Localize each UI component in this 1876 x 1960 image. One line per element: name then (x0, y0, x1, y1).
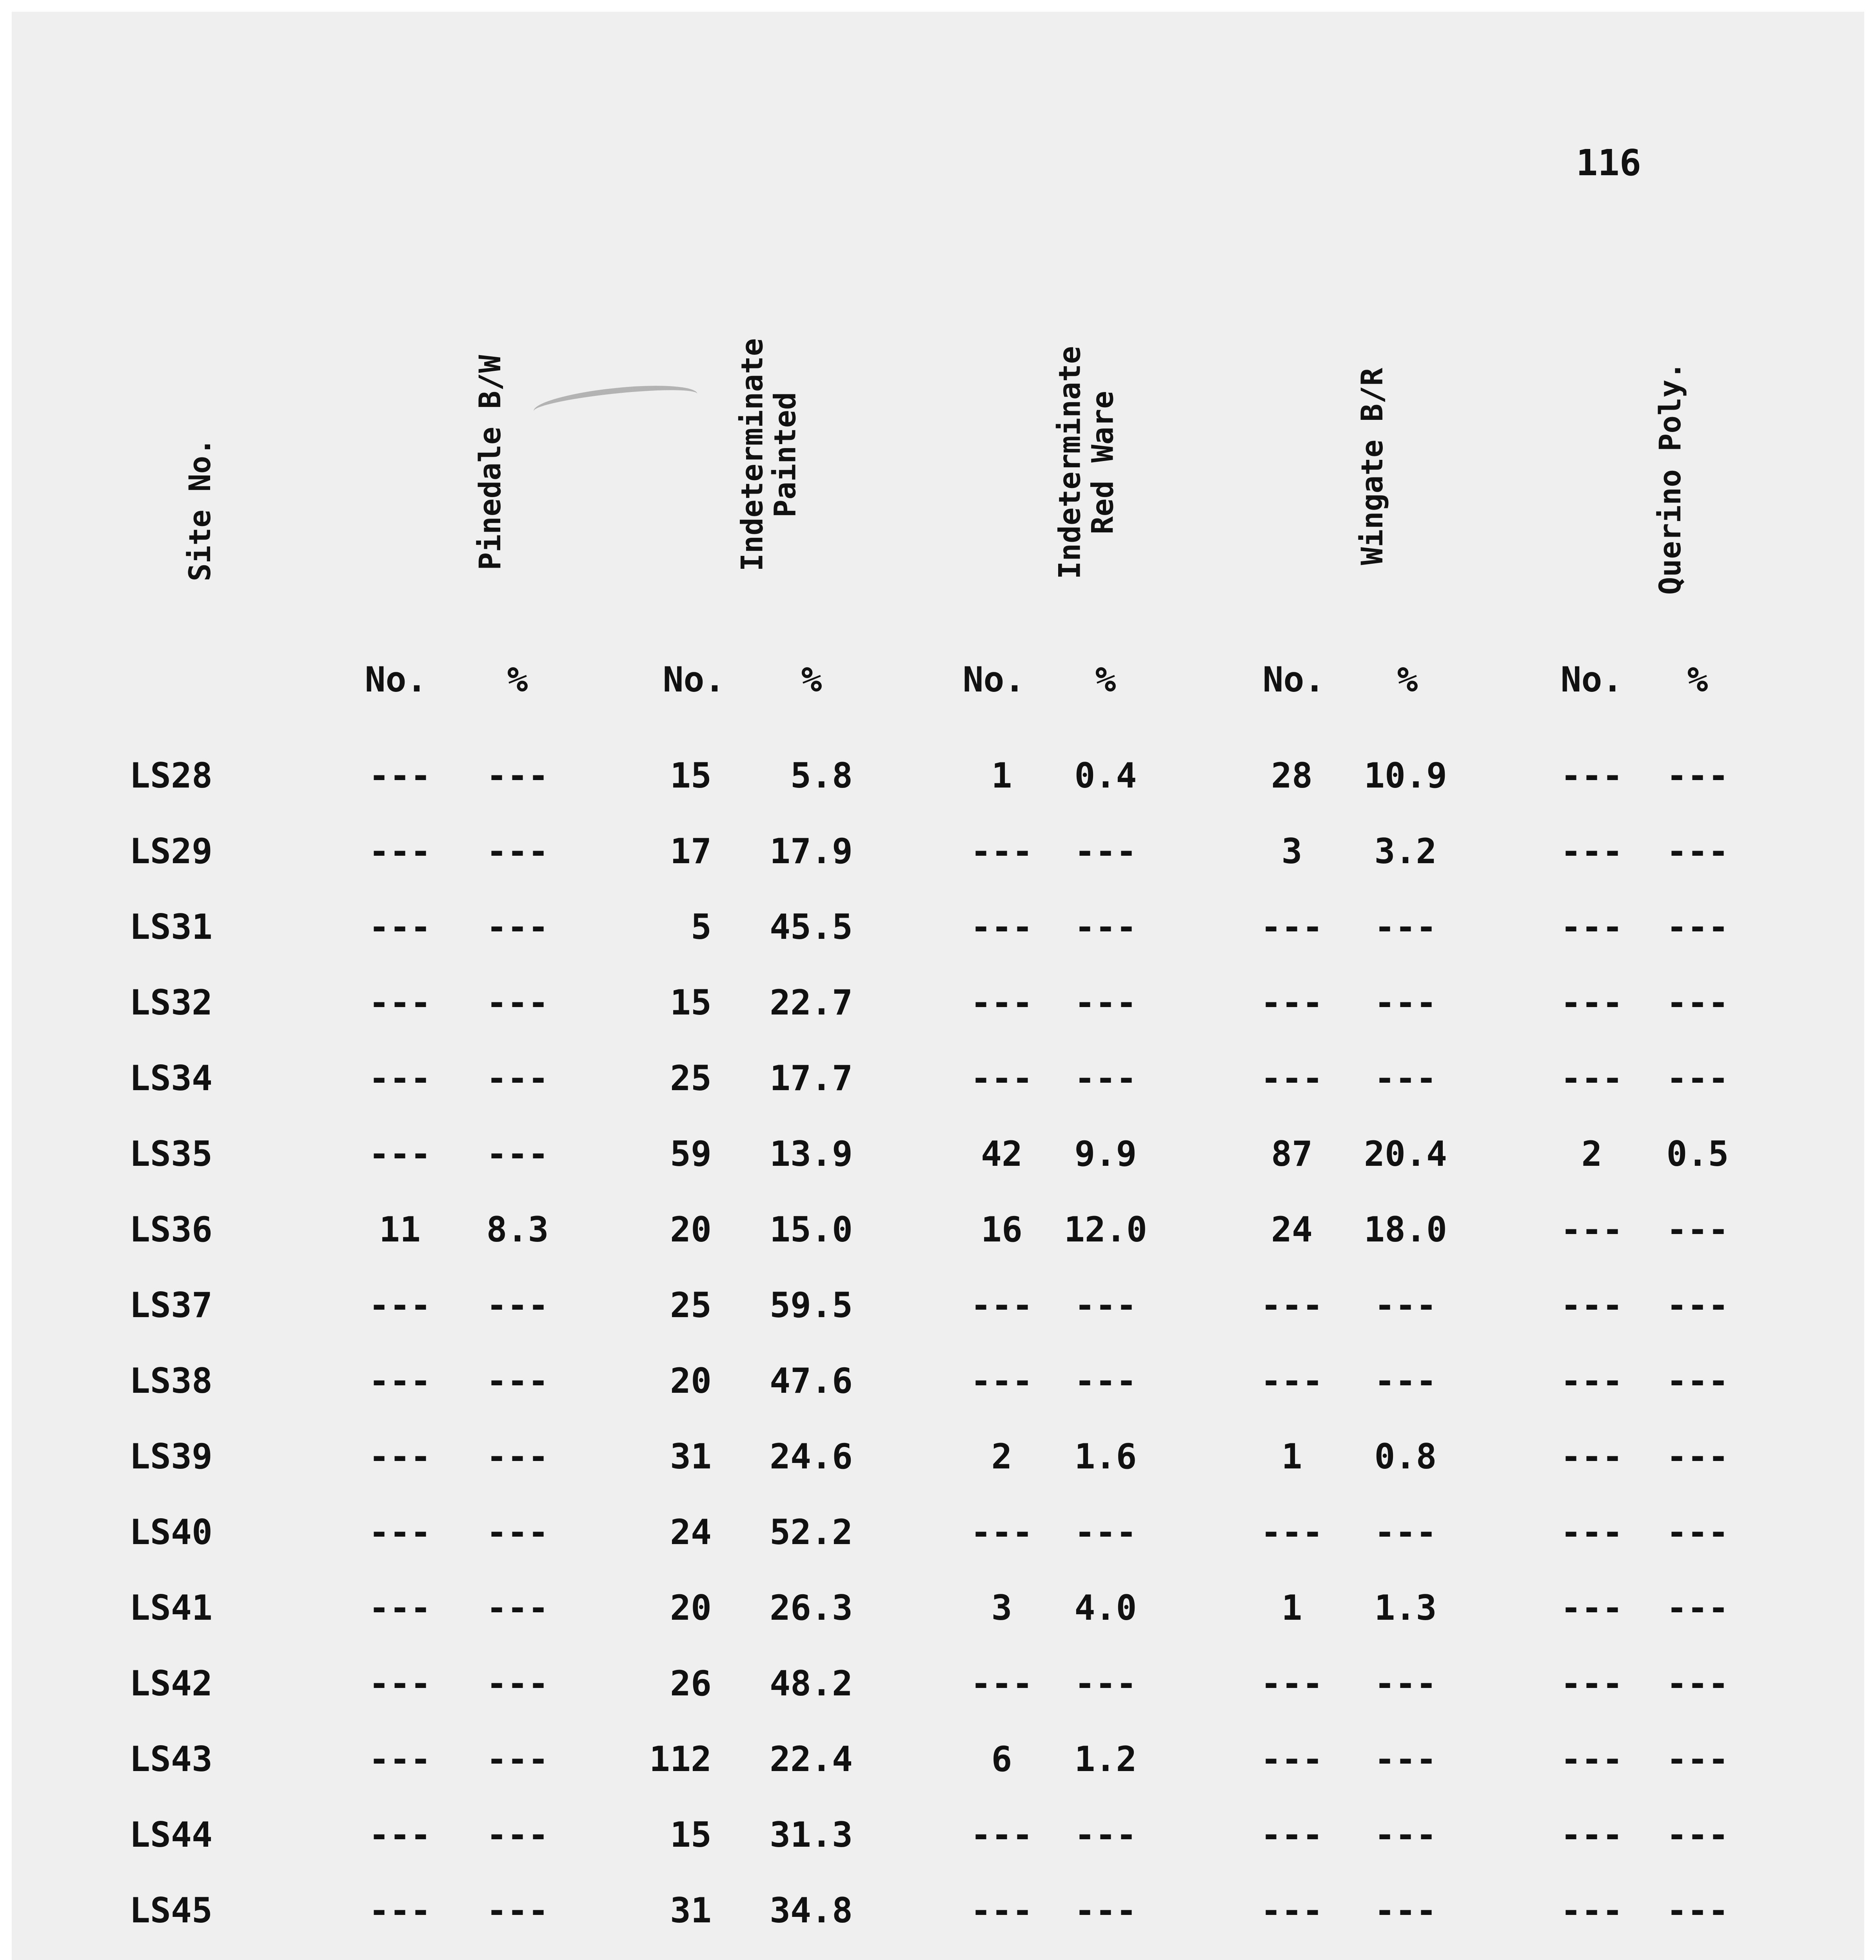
site-number-cell: LS40 (129, 1512, 212, 1552)
table-row (12, 982, 1864, 1029)
count-cell: 15 (670, 1815, 712, 1855)
percent-cell: --- (1074, 1815, 1137, 1855)
count-cell: --- (369, 907, 431, 947)
percent-cell: 20.4 (1364, 1134, 1447, 1174)
site-number-cell: LS44 (129, 1815, 212, 1855)
percent-cell: 1.6 (1074, 1436, 1137, 1477)
percent-cell: 22.7 (770, 982, 853, 1023)
count-cell: --- (1560, 831, 1623, 871)
percent-cell: 48.2 (770, 1663, 853, 1704)
site-number-cell: LS34 (129, 1058, 212, 1098)
count-cell: --- (369, 1739, 431, 1779)
count-cell: 20 (670, 1361, 712, 1401)
percent-cell: 12.0 (1064, 1209, 1147, 1250)
table-row (12, 1890, 1864, 1936)
site-number-cell: LS41 (129, 1588, 212, 1628)
percent-cell: --- (1074, 907, 1137, 947)
percent-cell: --- (1666, 831, 1729, 871)
percent-cell: 52.2 (770, 1512, 853, 1552)
percent-cell: --- (486, 1815, 549, 1855)
count-cell: --- (1260, 907, 1323, 947)
percent-cell: --- (1666, 1436, 1729, 1477)
header-querino: Querino Poly. (1653, 361, 1688, 595)
subheader-pct: % (1687, 659, 1708, 700)
percent-cell: --- (1666, 1512, 1729, 1552)
site-number-cell: LS28 (129, 755, 212, 796)
count-cell: --- (369, 982, 431, 1023)
count-cell: --- (970, 1512, 1033, 1552)
percent-cell: --- (1374, 1890, 1437, 1931)
percent-cell: 3.2 (1374, 831, 1437, 871)
count-cell: --- (1560, 755, 1623, 796)
count-cell: --- (1260, 1739, 1323, 1779)
count-cell: --- (1560, 907, 1623, 947)
percent-cell: --- (486, 1285, 549, 1325)
count-cell: --- (1260, 1663, 1323, 1704)
count-cell: --- (369, 1361, 431, 1401)
subheader-pct: % (1397, 659, 1418, 700)
percent-cell: --- (486, 1890, 549, 1931)
table-row (12, 1663, 1864, 1710)
percent-cell: 59.5 (770, 1285, 853, 1325)
count-cell: 28 (1271, 755, 1313, 796)
count-cell: --- (1560, 1512, 1623, 1552)
percent-cell: 1.2 (1074, 1739, 1137, 1779)
count-cell: --- (369, 1058, 431, 1098)
percent-cell: --- (486, 1739, 549, 1779)
percent-cell: --- (486, 1361, 549, 1401)
percent-cell: 24.6 (770, 1436, 853, 1477)
site-number-cell: LS29 (129, 831, 212, 871)
count-cell: --- (369, 1815, 431, 1855)
subheader-no: No. (1262, 659, 1325, 700)
count-cell: --- (1560, 1739, 1623, 1779)
table-row (12, 1588, 1864, 1634)
header-wingate: Wingate B/R (1355, 368, 1390, 565)
percent-cell: 47.6 (770, 1361, 853, 1401)
subheader-no: No. (365, 659, 427, 700)
count-cell: --- (1560, 1436, 1623, 1477)
count-cell: --- (1560, 1890, 1623, 1931)
percent-cell: --- (1666, 1588, 1729, 1628)
percent-cell: --- (1374, 1058, 1437, 1098)
count-cell: --- (369, 755, 431, 796)
count-cell: --- (1260, 982, 1323, 1023)
percent-cell: --- (1074, 1512, 1137, 1552)
percent-cell: --- (486, 831, 549, 871)
percent-cell: --- (1374, 1663, 1437, 1704)
document-page (12, 12, 1864, 1960)
percent-cell: --- (1374, 1815, 1437, 1855)
percent-cell: --- (486, 1436, 549, 1477)
percent-cell: --- (486, 907, 549, 947)
table-row (12, 1058, 1864, 1104)
count-cell: 25 (670, 1058, 712, 1098)
count-cell: --- (970, 1361, 1033, 1401)
count-cell: --- (1260, 1890, 1323, 1931)
count-cell: 11 (379, 1209, 421, 1250)
percent-cell: --- (1374, 907, 1437, 947)
count-cell: --- (1560, 1058, 1623, 1098)
count-cell: --- (970, 1285, 1033, 1325)
percent-cell: --- (486, 982, 549, 1023)
percent-cell: 0.4 (1074, 755, 1137, 796)
percent-cell: --- (1666, 755, 1729, 796)
count-cell: --- (369, 1512, 431, 1552)
count-cell: 17 (670, 831, 712, 871)
site-number-cell: LS31 (129, 907, 212, 947)
header-pinedale: Pinedale B/W (472, 355, 508, 570)
count-cell: --- (970, 1058, 1033, 1098)
count-cell: 31 (670, 1436, 712, 1477)
percent-cell: --- (1074, 982, 1137, 1023)
count-cell: --- (1260, 1512, 1323, 1552)
percent-cell: --- (1074, 1285, 1137, 1325)
header-site-no: Site No. (182, 437, 218, 582)
count-cell: --- (1260, 1058, 1323, 1098)
percent-cell: 8.3 (486, 1209, 549, 1250)
count-cell: 31 (670, 1890, 712, 1931)
percent-cell: --- (1666, 1663, 1729, 1704)
count-cell: 59 (670, 1134, 712, 1174)
count-cell: 5 (691, 907, 712, 947)
table-row (12, 1285, 1864, 1331)
count-cell: --- (970, 1815, 1033, 1855)
percent-cell: 26.3 (770, 1588, 853, 1628)
count-cell: --- (1260, 1285, 1323, 1325)
count-cell: --- (1560, 1209, 1623, 1250)
subheader-no: No. (663, 659, 725, 700)
table-row (12, 755, 1864, 802)
table-row (12, 1815, 1864, 1861)
site-number-cell: LS39 (129, 1436, 212, 1477)
percent-cell: 17.7 (770, 1058, 853, 1098)
count-cell: --- (369, 1134, 431, 1174)
subheader-pct: % (1095, 659, 1116, 700)
count-cell: 26 (670, 1663, 712, 1704)
count-cell: 42 (981, 1134, 1022, 1174)
count-cell: --- (369, 1588, 431, 1628)
percent-cell: 5.8 (790, 755, 853, 796)
percent-cell: --- (486, 1512, 549, 1552)
count-cell: --- (1260, 1361, 1323, 1401)
header-indeterminate-painted: Indeterminate Painted (734, 338, 802, 572)
percent-cell: --- (1666, 1739, 1729, 1779)
count-cell: --- (1560, 1815, 1623, 1855)
count-cell: --- (970, 907, 1033, 947)
table-row (12, 1361, 1864, 1407)
percent-cell: 9.9 (1074, 1134, 1137, 1174)
count-cell: 15 (670, 755, 712, 796)
count-cell: 87 (1271, 1134, 1313, 1174)
count-cell: --- (1560, 982, 1623, 1023)
percent-cell: 18.0 (1364, 1209, 1447, 1250)
percent-cell: --- (1666, 1209, 1729, 1250)
count-cell: 2 (991, 1436, 1012, 1477)
count-cell: --- (1560, 1285, 1623, 1325)
table-row (12, 1739, 1864, 1785)
count-cell: 20 (670, 1209, 712, 1250)
subheader-no: No. (963, 659, 1025, 700)
count-cell: 1 (1281, 1436, 1302, 1477)
percent-cell: --- (1074, 1663, 1137, 1704)
percent-cell: --- (1666, 1361, 1729, 1401)
percent-cell: --- (1666, 907, 1729, 947)
count-cell: 16 (981, 1209, 1022, 1250)
subheader-no: No. (1560, 659, 1623, 700)
count-cell: 24 (670, 1512, 712, 1552)
subheader-row (12, 659, 1864, 710)
count-cell: 6 (991, 1739, 1012, 1779)
count-cell: --- (1560, 1361, 1623, 1401)
percent-cell: --- (1374, 1512, 1437, 1552)
site-number-cell: LS43 (129, 1739, 212, 1779)
percent-cell: --- (1374, 1739, 1437, 1779)
site-number-cell: LS45 (129, 1890, 212, 1931)
count-cell: --- (1560, 1588, 1623, 1628)
site-number-cell: LS36 (129, 1209, 212, 1250)
count-cell: 20 (670, 1588, 712, 1628)
percent-cell: 4.0 (1074, 1588, 1137, 1628)
percent-cell: 10.9 (1364, 755, 1447, 796)
count-cell: 24 (1271, 1209, 1313, 1250)
site-number-cell: LS42 (129, 1663, 212, 1704)
count-cell: --- (369, 831, 431, 871)
site-number-cell: LS38 (129, 1361, 212, 1401)
count-cell: --- (1560, 1663, 1623, 1704)
count-cell: --- (970, 831, 1033, 871)
percent-cell: --- (1666, 1285, 1729, 1325)
table-row (12, 907, 1864, 953)
count-cell: 3 (991, 1588, 1012, 1628)
percent-cell: --- (1666, 1815, 1729, 1855)
site-number-cell: LS32 (129, 982, 212, 1023)
count-cell: --- (970, 982, 1033, 1023)
count-cell: 15 (670, 982, 712, 1023)
percent-cell: 15.0 (770, 1209, 853, 1250)
ink-smudge (532, 379, 699, 425)
percent-cell: 45.5 (770, 907, 853, 947)
percent-cell: --- (1666, 1058, 1729, 1098)
count-cell: 1 (1281, 1588, 1302, 1628)
count-cell: 1 (991, 755, 1012, 796)
page-number: 116 (1576, 142, 1642, 184)
percent-cell: --- (486, 1663, 549, 1704)
percent-cell: --- (486, 755, 549, 796)
percent-cell: 0.8 (1374, 1436, 1437, 1477)
percent-cell: --- (1074, 831, 1137, 871)
percent-cell: --- (486, 1058, 549, 1098)
percent-cell: 31.3 (770, 1815, 853, 1855)
count-cell: --- (369, 1285, 431, 1325)
percent-cell: 22.4 (770, 1739, 853, 1779)
percent-cell: --- (1074, 1058, 1137, 1098)
percent-cell: 34.8 (770, 1890, 853, 1931)
site-number-cell: LS37 (129, 1285, 212, 1325)
percent-cell: --- (1666, 1890, 1729, 1931)
table-row (12, 1436, 1864, 1483)
percent-cell: 1.3 (1374, 1588, 1437, 1628)
percent-cell: --- (486, 1588, 549, 1628)
count-cell: 2 (1581, 1134, 1602, 1174)
header-indeterminate-red-ware: Indeterminate Red Ware (1052, 346, 1120, 579)
table-row (12, 831, 1864, 877)
percent-cell: --- (1374, 1361, 1437, 1401)
subheader-pct: % (507, 659, 528, 700)
percent-cell: 0.5 (1666, 1134, 1729, 1174)
percent-cell: --- (1374, 982, 1437, 1023)
percent-cell: --- (486, 1134, 549, 1174)
percent-cell: 13.9 (770, 1134, 853, 1174)
subheader-pct: % (801, 659, 822, 700)
count-cell: --- (970, 1663, 1033, 1704)
count-cell: --- (970, 1890, 1033, 1931)
count-cell: --- (369, 1436, 431, 1477)
count-cell: --- (369, 1663, 431, 1704)
table-row (12, 1134, 1864, 1180)
count-cell: 3 (1281, 831, 1302, 871)
percent-cell: --- (1666, 982, 1729, 1023)
count-cell: 25 (670, 1285, 712, 1325)
count-cell: 112 (649, 1739, 712, 1779)
percent-cell: 17.9 (770, 831, 853, 871)
percent-cell: --- (1374, 1285, 1437, 1325)
table-row (12, 1512, 1864, 1558)
percent-cell: --- (1074, 1890, 1137, 1931)
count-cell: --- (1260, 1815, 1323, 1855)
count-cell: --- (369, 1890, 431, 1931)
site-number-cell: LS35 (129, 1134, 212, 1174)
table-row (12, 1209, 1864, 1256)
percent-cell: --- (1074, 1361, 1137, 1401)
